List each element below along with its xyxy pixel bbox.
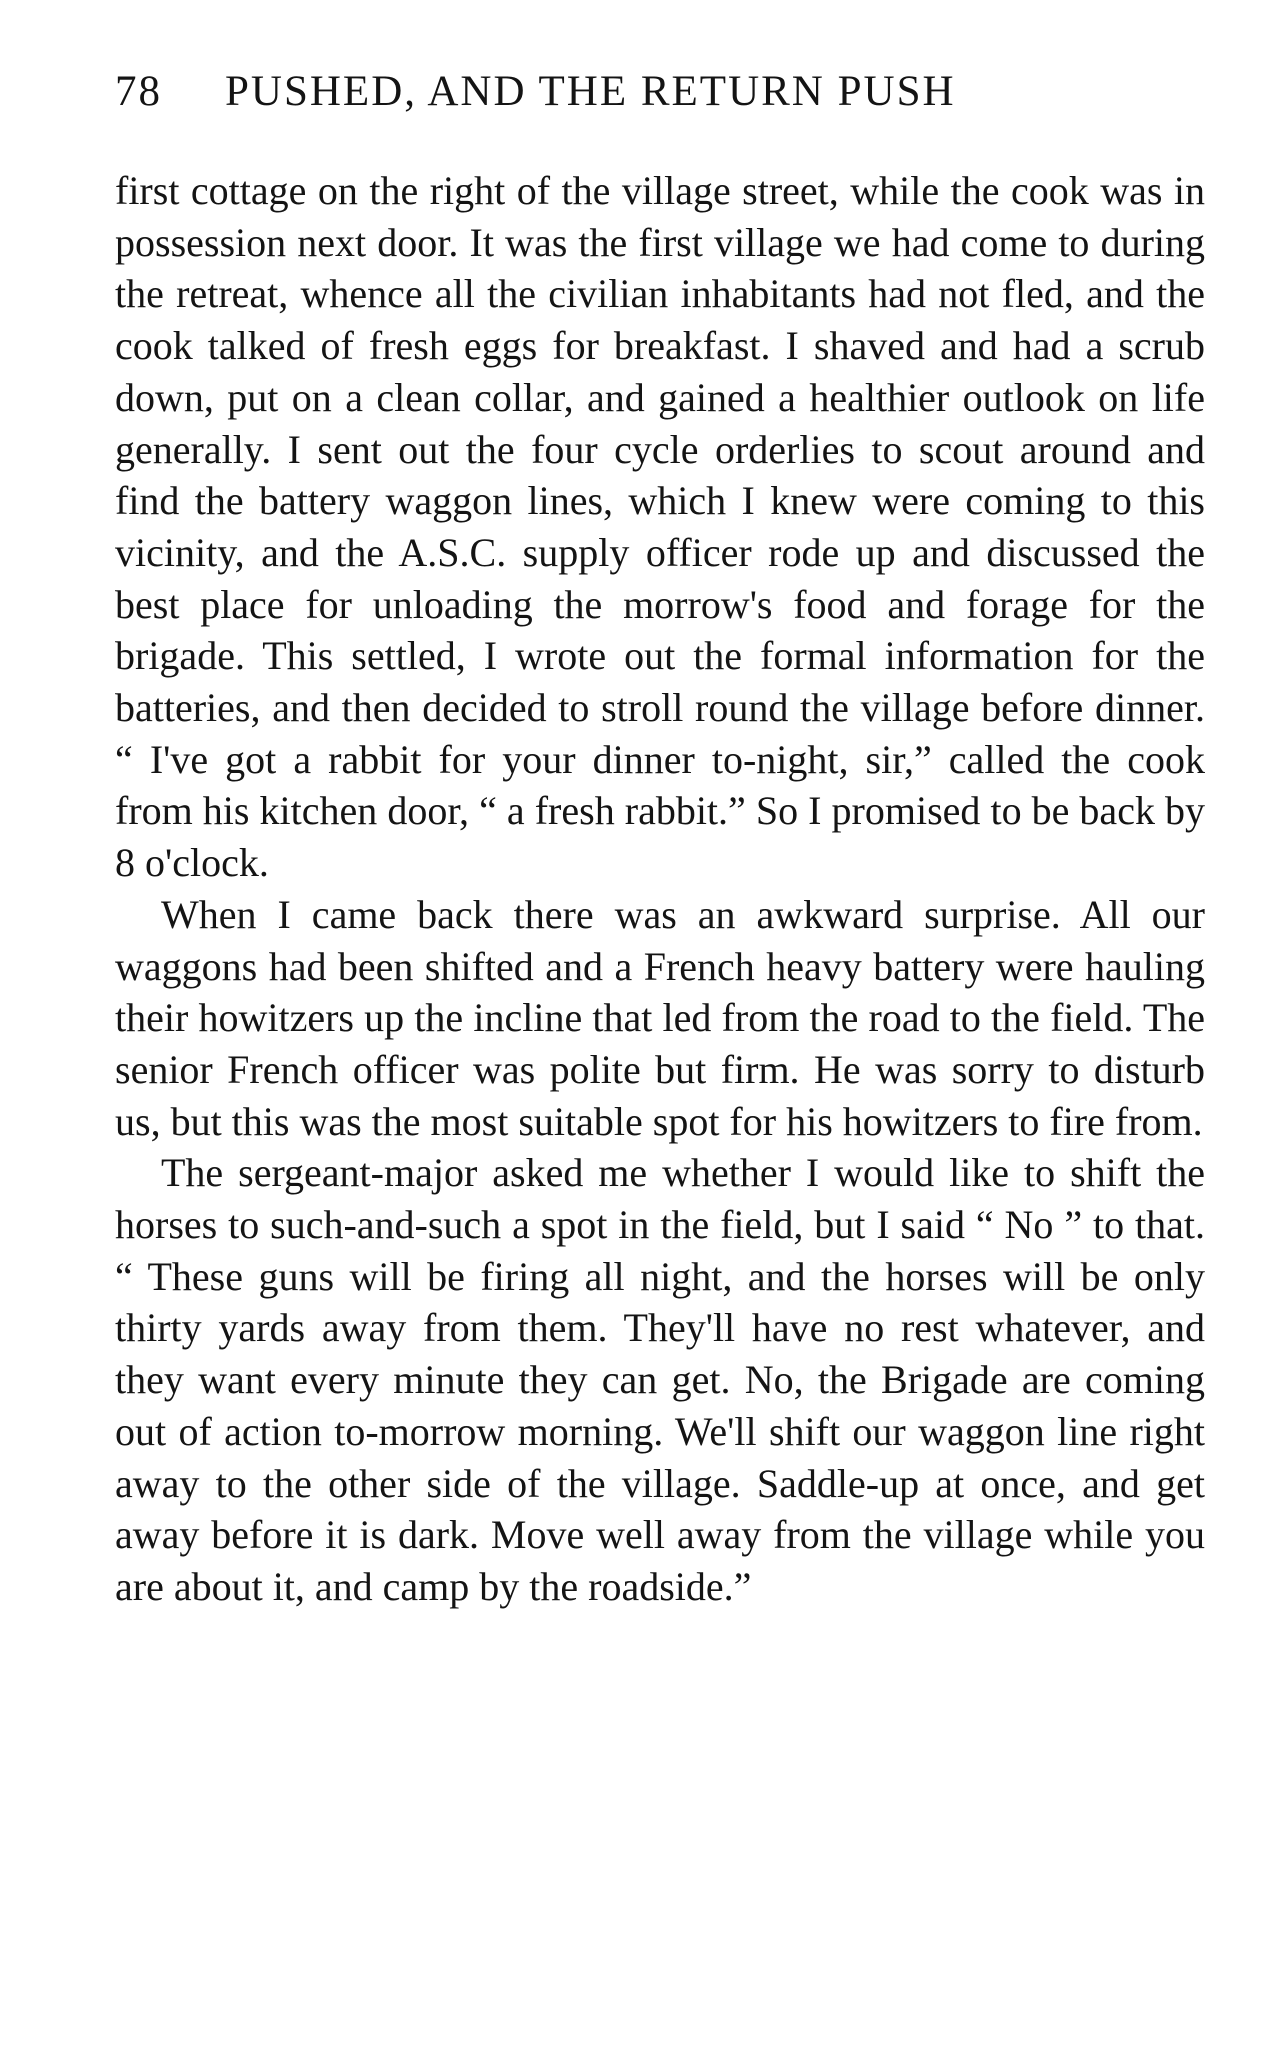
paragraph-continued: first cottage on the right of the village street, while the cook was in possession next door. It was the first village we had come to during the retreat, whence all the civilian inhabitants had not fled, and the cook talked of fresh eggs for breakfast. I shaved and had a scrub down, put on a clean collar, and gained a healthier outlook on life generally. I sent out the four cycle orderlies to scout around and find the battery waggon lines, which I knew were coming to this vicinity, and the A.S.C. supply officer rode up and discussed the best place for unloading the morrow's food and forage for the brigade. This settled, I wrote out the formal information for the batteries, and then decided to stroll round the village before dinner. “ I've got a rabbit for your dinner to-night, sir,” called the cook from his kitchen door, “ a fresh rabbit.” So I promised to be back by 8 o'clock. — [115, 168, 1205, 886]
running-title: PUSHED, AND THE RETURN PUSH — [225, 68, 956, 115]
body-text — [115, 165, 1205, 1613]
paragraph-awkward-surprise: When I came back there was an awkward surprise. All our waggons had been shifted and a French heavy battery were hauling their howitzers up the incline that led from the road to the field. The senior French officer was polite but firm. He was sorry to disturb us, but this was the most suitable spot for his howitzers to fire from. — [115, 891, 1205, 1144]
page-number: 78 — [115, 68, 162, 115]
running-head — [115, 62, 1075, 122]
paragraph-sergeant-major: The sergeant-major asked me whether I would like to shift the horses to such-and-such a spot in the field, but I said “ No ” to that. “ These guns will be firing all night, and the horses will be only thirty yards away from them. They'll have no rest whatever, and they want every minute they can get. No, the Brigade are coming out of action to-morrow morning. We'll shift our waggon line right away to the other side of the village. Saddle-up at once, and get away before it is dark. Move well away from the village while you are about it, and camp by the roadside.” — [115, 1150, 1205, 1609]
